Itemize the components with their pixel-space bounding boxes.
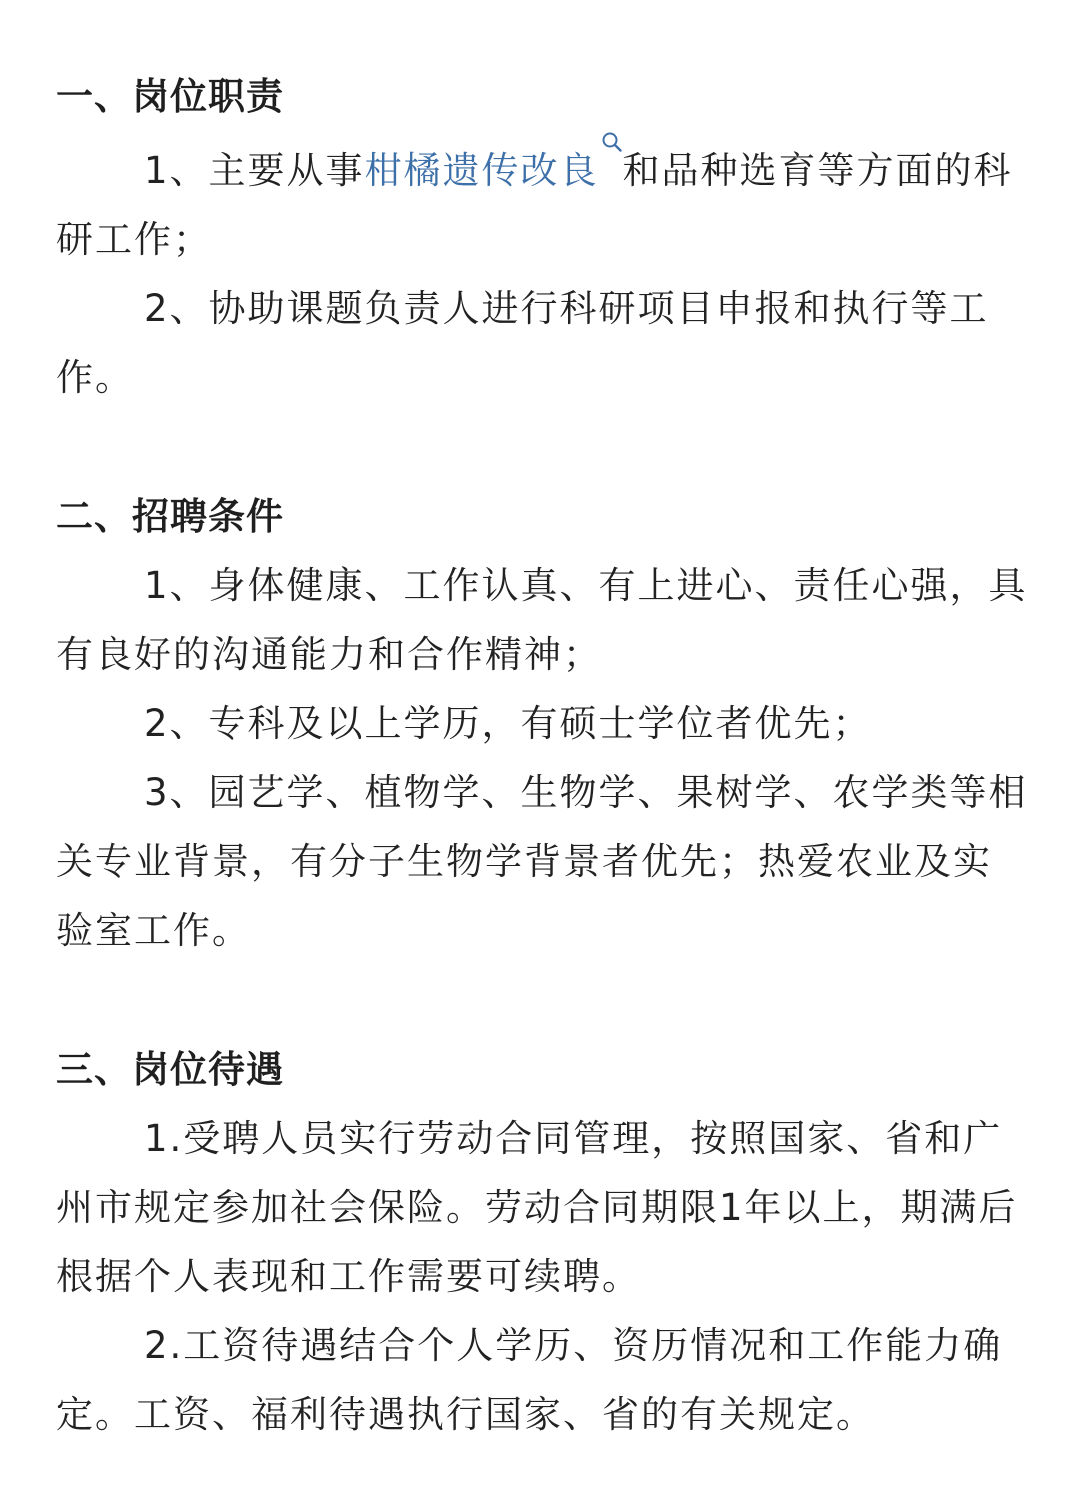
section-heading: 三、岗位待遇 — [56, 1048, 284, 1091]
paragraph: 3、园艺学、植物学、生物学、果树学、农学类等相关专业背景，有分子生物学背景者优先；热爱农业及实验室工作。 — [56, 771, 1028, 952]
paragraph — [56, 131, 1028, 274]
section-job-duties — [56, 62, 1028, 412]
paragraph: 2.工资待遇结合个人学历、资历情况和工作能力确定。工资、福利待遇执行国家、省的有关规定。 — [56, 1324, 1003, 1436]
section-heading: 二、招聘条件 — [56, 495, 284, 538]
search-icon[interactable] — [601, 131, 623, 153]
paragraph: 2、协助课题负责人进行科研项目申报和执行等工作。 — [56, 287, 989, 399]
keyword-search-link[interactable]: 柑橘遗传改良 — [364, 149, 599, 192]
section-heading: 一、岗位职责 — [56, 75, 284, 118]
paragraph: 1.受聘人员实行劳动合同管理，按照国家、省和广州市规定参加社会保险。劳动合同期限1年以上，期满后根据个人表现和工作需要可续聘。 — [56, 1117, 1018, 1298]
section-requirements — [56, 482, 1028, 965]
article-body — [56, 62, 1028, 1449]
paragraph-text: 和品种选育等方面的科研工作； — [56, 149, 1013, 261]
paragraph: 2、专科及以上学历，有硕士学位者优先； — [144, 702, 872, 745]
section-benefits — [56, 1035, 1028, 1449]
paragraph-text: 1、主要从事 — [144, 149, 365, 192]
paragraph: 1、身体健康、工作认真、有上进心、责任心强，具有良好的沟通能力和合作精神； — [56, 564, 1028, 676]
